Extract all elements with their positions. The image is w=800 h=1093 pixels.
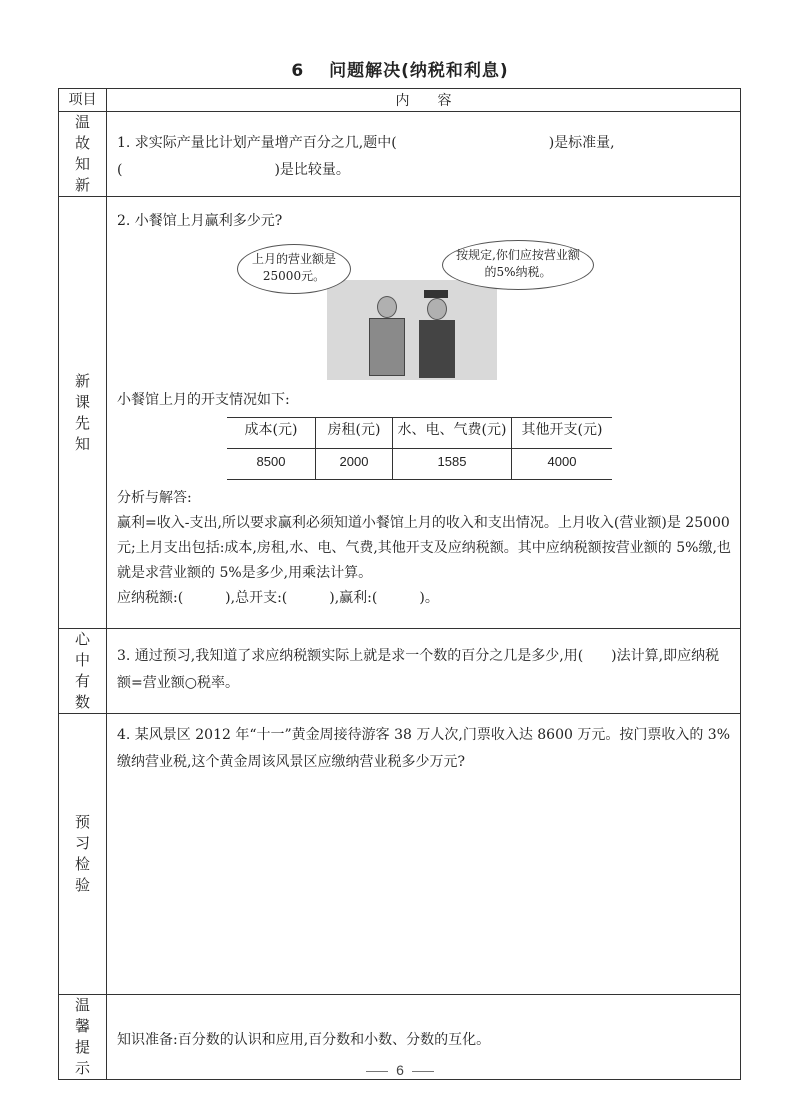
- header-item: 项目: [59, 89, 107, 112]
- expense-intro: 小餐馆上月的开支情况如下:: [117, 392, 290, 408]
- worksheet-table: [58, 88, 741, 1080]
- expense-header: 其他开支(元): [512, 418, 613, 449]
- expense-value: 2000: [316, 449, 393, 480]
- illustration: [237, 240, 597, 380]
- review-question: 1. 求实际产量比计划产量增产百分之几,题中( )是标准量, ( )是比较量。: [117, 135, 615, 178]
- check-label: 预习检验: [74, 813, 90, 894]
- expense-table: [227, 417, 612, 480]
- expense-value: 1585: [393, 449, 512, 480]
- preview-row: [59, 197, 741, 629]
- answer-area[interactable]: [107, 782, 740, 982]
- expense-value-row: [227, 449, 612, 480]
- officer-figure: [427, 290, 455, 378]
- header-row: [59, 89, 741, 112]
- expense-header-row: [227, 418, 612, 449]
- speech-bubble-owner: 上月的营业额是25000元。: [237, 244, 351, 294]
- review-row: [59, 112, 741, 197]
- restaurant-scene: [327, 280, 497, 380]
- preview-label: 新课先知: [74, 371, 90, 453]
- analysis-title: 分析与解答:: [117, 490, 192, 506]
- review-label: 温故知新: [74, 113, 90, 194]
- expense-header: 成本(元): [227, 418, 316, 449]
- summary-text[interactable]: 3. 通过预习,我知道了求应纳税额实际上就是求一个数的百分之几是多少,用( )法计算,即应纳税额=营业额○税率。: [117, 648, 720, 691]
- owner-figure: [377, 296, 405, 376]
- analysis-text: 赢利=收入-支出,所以要求赢利必须知道小餐馆上月的收入和支出情况。上月收入(营业额)是 25000 元;上月支出包括:成本,房租,水、电、气费,其他开支及应纳税额。其中应纳税额按营业额的 5%缴,也就是求营业额的 5%是多少,用乘法计算。: [117, 515, 731, 581]
- answer-line[interactable]: 应纳税额:( ),总开支:( ),赢利:( )。: [117, 590, 439, 606]
- title-number: 6: [291, 61, 305, 81]
- expense-header: 房租(元): [316, 418, 393, 449]
- expense-value: 8500: [227, 449, 316, 480]
- page-title: [0, 56, 800, 81]
- title-text: 问题解决(纳税和利息): [329, 61, 509, 81]
- expense-header: 水、电、气费(元): [393, 418, 512, 449]
- page-number: 6: [0, 1062, 800, 1078]
- speech-bubble-officer: 按规定,你们应按营业额的5%纳税。: [442, 240, 594, 290]
- summary-label: 心中有数: [74, 630, 90, 711]
- summary-row: [59, 629, 741, 714]
- header-content: 内 容: [107, 89, 741, 112]
- tips-label: 温馨提示: [74, 996, 90, 1077]
- check-row: [59, 714, 741, 995]
- tips-text: 知识准备:百分数的认识和应用,百分数和小数、分数的互化。: [117, 1031, 491, 1048]
- expense-value: 4000: [512, 449, 613, 480]
- check-text: 4. 某风景区 2012 年“十一”黄金周接待游客 38 万人次,门票收入达 8600 万元。按门票收入的 3%缴纳营业税,这个黄金周该风景区应缴纳营业税多少万元?: [117, 727, 731, 770]
- question-2: 2. 小餐馆上月赢利多少元?: [117, 213, 283, 229]
